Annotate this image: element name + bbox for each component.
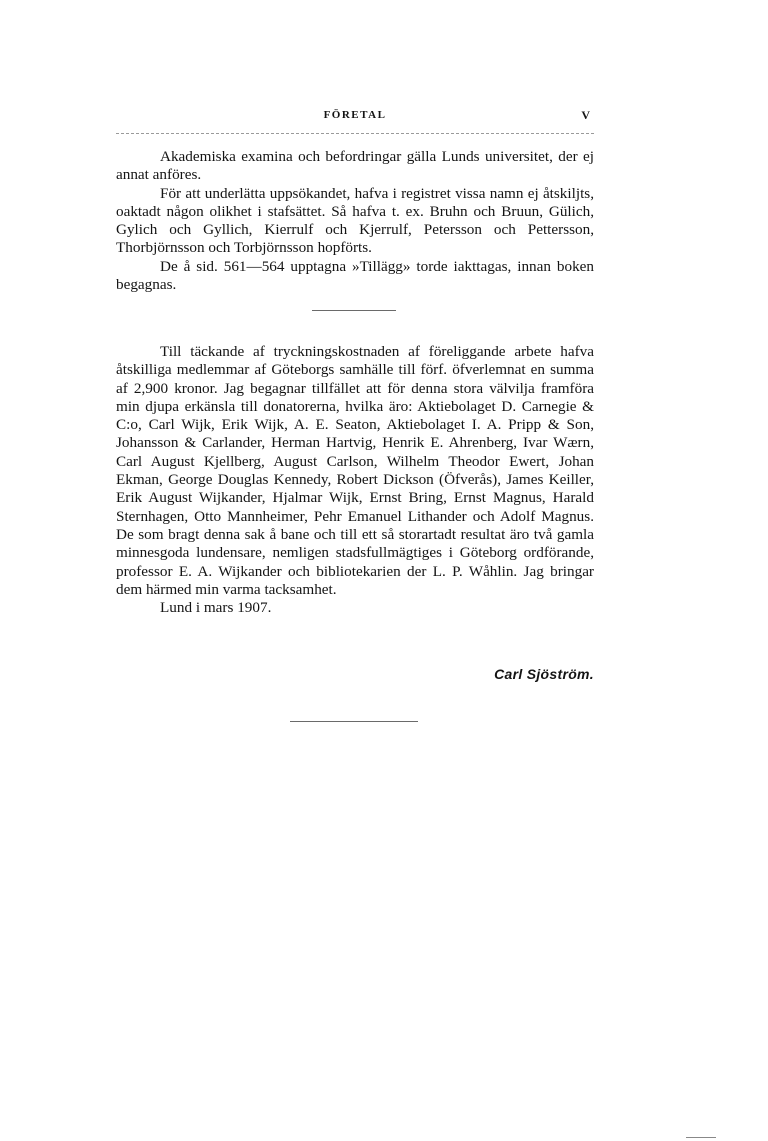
dateline: Lund i mars 1907.: [160, 599, 272, 617]
running-title: FÖRETAL: [323, 109, 387, 121]
running-header: [116, 109, 594, 129]
header-rule: [116, 133, 594, 134]
author-signature: Carl Sjöström.: [494, 666, 594, 682]
paragraph-register: För att underlätta uppsökandet, hafva i registret vissa namn ej åtskiljts, oaktadt någon olikhet i stafsättet. Så hafva t. ex. Bruhn och Bruun, Gülich, Gylich och Gyllich, Kierrulf och Kjerrulf, Petersson och Pettersson, Thorbjörnsson och Torbjörnsson hopförts.: [116, 184, 594, 257]
section-separator: [312, 310, 396, 311]
page-number: V: [581, 108, 590, 122]
scan-corner-mark: [686, 1137, 716, 1138]
paragraph-donors: Till täckande af tryckningskostnaden af föreliggande arbete hafva åtskilliga medlemmar af Göteborgs samhälle till förf. öfverlemnat en summa af 2,900 kronor. Jag begagnar tillfället att för denna stora välvilja framföra min djupa erkänsla till donatorerna, hvilka äro: Aktiebolaget D. Carnegie & C:o, Carl Wijk, Erik Wijk, A. E. Seaton, Aktiebolaget I. A. Pripp & Son, Johansson & Carlander, Herman Hartvig, Henrik E. Ahrenberg, Ivar Wærn, Carl August Kjellberg, August Carlson, Wilhelm Theodor Ewert, Johan Ekman, George Douglas Kennedy, Robert Dickson (Öfverås), James Keiller, Erik August Wijkander, Hjalmar Wijk, Ernst Bring, Ernst Magnus, Harald Sternhagen, Otto Mannheimer, Pehr Emanuel Lithander och Adolf Magnus. De som bragt denna sak å bane och till ett så storartadt resultat äro två gamla minnesgoda lundensare, nemligen stadsfullmägtiges i Göteborg ordförande, professor E. A. Wijkander och bibliotekarien der L. P. Wåhlin. Jag bringar dem härmed min varma tacksamhet.: [116, 343, 594, 598]
preface-notes: [116, 148, 594, 294]
paragraph-tillagg: De å sid. 561—564 upptagna »Tillägg» torde iakttagas, innan boken begagnas.: [116, 257, 594, 294]
acknowledgements: [116, 343, 594, 617]
closing-separator: [290, 721, 418, 722]
paragraph-examina: Akademiska examina och befordringar gälla Lunds universitet, der ej annat anföres.: [116, 148, 594, 184]
